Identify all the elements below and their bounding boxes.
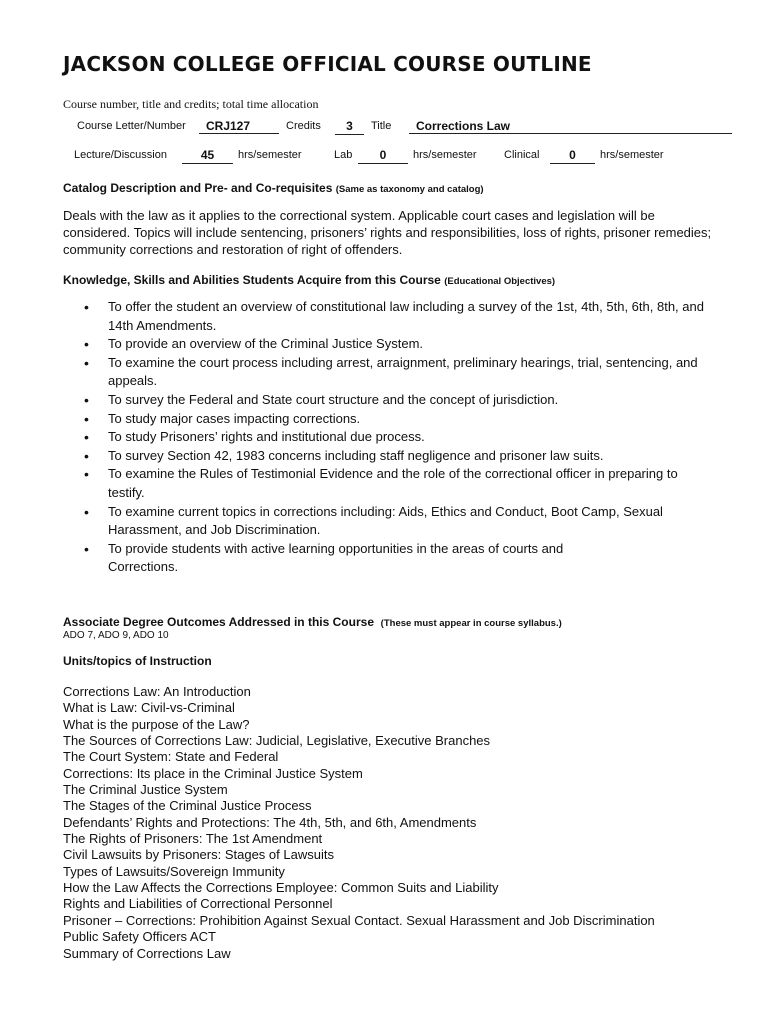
units-list xyxy=(63,684,655,962)
unit-item: The Rights of Prisoners: The 1st Amendment xyxy=(63,831,323,847)
title-label: Title xyxy=(371,120,392,132)
course-number-field: CRJ127 xyxy=(199,119,279,134)
outcomes-heading xyxy=(63,615,562,629)
unit-item: What is Law: Civil-vs-Criminal xyxy=(63,700,235,716)
objective-item: • To examine the Rules of Testimonial Evidence and the role of the correctional officer in preparing to testify. xyxy=(63,465,713,502)
objective-item: • To study Prisoners’ rights and institutional due process. xyxy=(63,428,713,447)
course-title-field: Corrections Law xyxy=(409,119,732,134)
objective-item: • To provide an overview of the Criminal Justice System. xyxy=(63,335,713,354)
objectives-heading xyxy=(63,273,555,287)
clinical-hours-field: 0 xyxy=(550,148,595,164)
ado-list: ADO 7, ADO 9, ADO 10 xyxy=(63,630,169,641)
unit-item: Defendants’ Rights and Protections: The 4th, 5th, and 6th, Amendments xyxy=(63,814,477,830)
lecture-hours-field: 45 xyxy=(182,148,233,164)
catalog-heading xyxy=(63,181,484,195)
clinical-label: Clinical xyxy=(504,149,540,161)
unit-item: Public Safety Officers ACT xyxy=(63,929,216,945)
objective-item: • To survey Section 42, 1983 concerns including staff negligence and prisoner law suits. xyxy=(63,447,713,466)
catalog-description: Deals with the law as it applies to the correctional system. Applicable court cases and legislation will be considered. Topics will include sentencing, prisoners’ rights and responsibilities, loss of rights, prisoner remedies; community corrections and restoration of right of offenders. xyxy=(63,208,712,257)
unit-item: How the Law Affects the Corrections Employee: Common Suits and Liability xyxy=(63,880,499,896)
unit-item: The Sources of Corrections Law: Judicial, Legislative, Executive Branches xyxy=(63,733,491,749)
unit-item: Corrections: Its place in the Criminal Justice System xyxy=(63,765,363,781)
outcomes-heading-note: (These must appear in course syllabus.) xyxy=(380,618,562,629)
clinical-units-label: hrs/semester xyxy=(600,149,664,161)
objective-item: • To examine the court process including arrest, arraignment, preliminary hearings, trial, sentencing, and appeals. xyxy=(63,354,713,391)
credits-field: 3 xyxy=(335,119,364,135)
lecture-units-label: hrs/semester xyxy=(238,149,302,161)
unit-item: Corrections Law: An Introduction xyxy=(63,684,251,699)
lab-label: Lab xyxy=(334,149,353,161)
objective-item: • To study major cases impacting corrections. xyxy=(63,410,713,429)
lab-hours-field: 0 xyxy=(358,148,408,164)
objective-item: • To provide students with active learning opportunities in the areas of courts and Corrections. xyxy=(63,540,713,577)
objectives-list xyxy=(63,298,713,577)
objective-item: • To offer the student an overview of constitutional law including a survey of the 1st, 4th, 5th, 6th, 8th, and 14th Amendments. xyxy=(63,298,713,335)
unit-item: Rights and Liabilities of Correctional Personnel xyxy=(63,896,333,912)
catalog-heading-note: (Same as taxonomy and catalog) xyxy=(335,184,484,195)
objective-item: • To survey the Federal and State court structure and the concept of jurisdiction. xyxy=(63,391,713,410)
unit-item: Summary of Corrections Law xyxy=(63,945,231,961)
outcomes-heading-text: Associate Degree Outcomes Addressed in this Course xyxy=(63,615,374,629)
objective-item: • To examine current topics in corrections including: Aids, Ethics and Conduct, Boot Camp, Sexual Harassment, and Job Discrimination. xyxy=(63,503,713,540)
lab-units-label: hrs/semester xyxy=(413,149,477,161)
unit-item: The Stages of the Criminal Justice Process xyxy=(63,798,312,814)
objectives-heading-note: (Educational Objectives) xyxy=(444,276,556,287)
unit-item: Types of Lawsuits/Sovereign Immunity xyxy=(63,863,285,879)
credits-label: Credits xyxy=(286,120,321,132)
unit-item: The Criminal Justice System xyxy=(63,782,228,798)
unit-item: The Court System: State and Federal xyxy=(63,749,279,765)
objectives-heading-text: Knowledge, Skills and Abilities Students Acquire from this Course xyxy=(63,273,441,287)
course-number-label: Course Letter/Number xyxy=(77,120,186,132)
course-info-caption: Course number, title and credits; total time allocation xyxy=(63,97,319,111)
catalog-heading-text: Catalog Description and Pre- and Co-requisites xyxy=(63,181,333,195)
lecture-label: Lecture/Discussion xyxy=(74,149,167,161)
units-heading: Units/topics of Instruction xyxy=(63,654,212,668)
unit-item: What is the purpose of the Law? xyxy=(63,716,250,732)
unit-item: Civil Lawsuits by Prisoners: Stages of Lawsuits xyxy=(63,847,334,863)
page-title: JACKSON COLLEGE OFFICIAL COURSE OUTLINE xyxy=(63,52,592,76)
unit-item: Prisoner – Corrections: Prohibition Against Sexual Contact. Sexual Harassment and Job Discrimination xyxy=(63,912,655,928)
